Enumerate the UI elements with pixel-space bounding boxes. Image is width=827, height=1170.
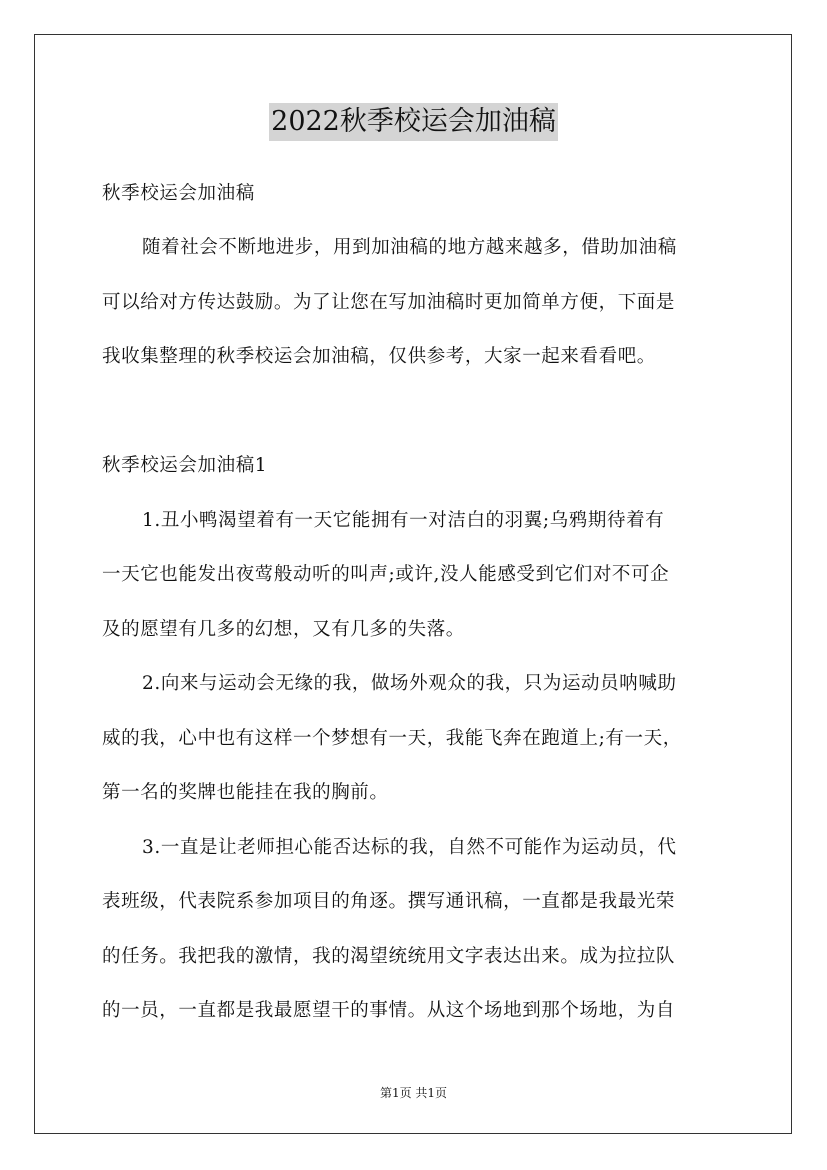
paragraph-line: 及的愿望有几多的幻想，又有几多的失落。 <box>102 619 465 640</box>
document-title-text: 2022秋季校运会加油稿 <box>269 103 558 141</box>
paragraph-line: 1.丑小鸭渴望着有一天它能拥有一对洁白的羽翼;乌鸦期待着有 <box>142 510 665 531</box>
paragraph-line: 的一员，一直都是我最愿望干的事情。从这个场地到那个场地，为自 <box>102 1000 676 1021</box>
paragraph-line: 第一名的奖牌也能挂在我的胸前。 <box>102 782 389 803</box>
heading: 秋季校运会加油稿 <box>102 183 255 204</box>
section-heading: 秋季校运会加油稿1 <box>102 455 268 476</box>
paragraph-line: 表班级，代表院系参加项目的角逐。撰写通讯稿，一直都是我最光荣 <box>102 891 676 912</box>
paragraph-line: 2.向来与运动会无缘的我，做场外观众的我，只为运动员呐喊助 <box>142 673 677 694</box>
paragraph-line: 威的我，心中也有这样一个梦想有一天，我能飞奔在跑道上;有一天， <box>102 728 682 749</box>
paragraph-line: 3.一直是让老师担心能否达标的我，自然不可能作为运动员，代 <box>142 837 677 858</box>
intro-line: 随着社会不断地进步，用到加油稿的地方越来越多，借助加油稿 <box>142 237 677 258</box>
paragraph-line: 一天它也能发出夜莺般动听的叫声;或许,没人能感受到它们对不可企 <box>102 564 670 585</box>
document-title <box>0 103 827 141</box>
page-footer: 第1页 共1页 <box>379 1086 448 1100</box>
intro-line: 我收集整理的秋季校运会加油稿，仅供参考，大家一起来看看吧。 <box>102 346 656 367</box>
paragraph-line: 的任务。我把我的激情，我的渴望统统用文字表达出来。成为拉拉队 <box>102 946 676 967</box>
intro-line: 可以给对方传达鼓励。为了让您在写加油稿时更加简单方便，下面是 <box>102 292 676 313</box>
